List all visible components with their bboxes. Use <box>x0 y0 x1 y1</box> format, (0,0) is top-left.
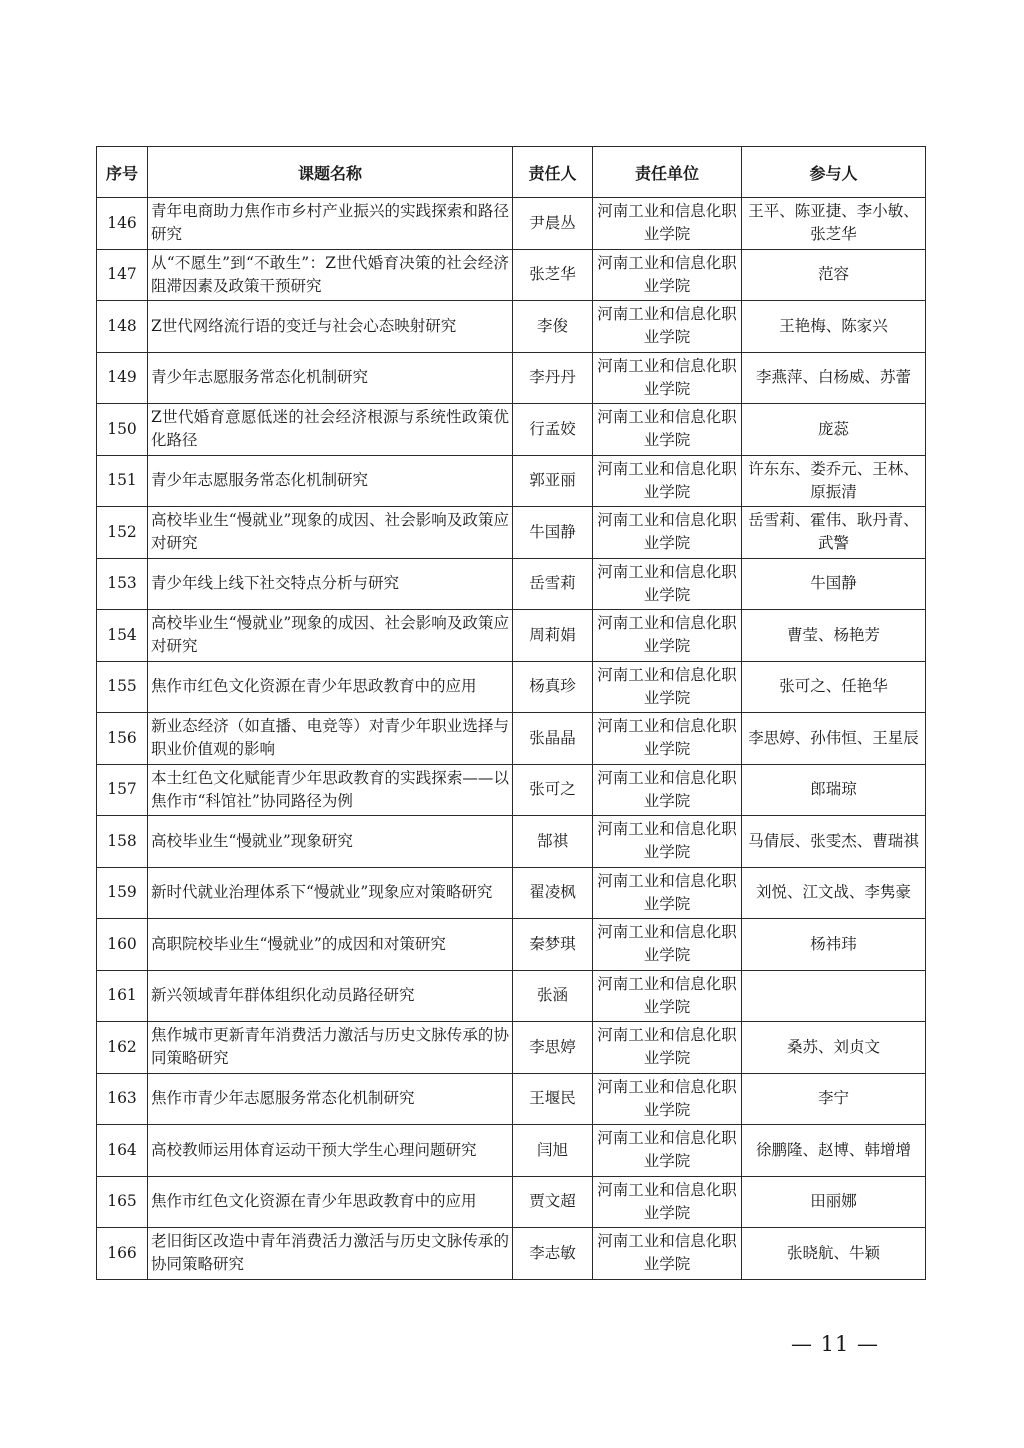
cell-title: 高职院校毕业生“慢就业”的成因和对策研究 <box>148 919 513 971</box>
cell-unit: 河南工业和信息化职业学院 <box>593 610 742 662</box>
cell-unit: 河南工业和信息化职业学院 <box>593 1228 742 1280</box>
cell-lead: 尹晨丛 <box>513 198 593 250</box>
table-row <box>97 661 926 713</box>
cell-title: 老旧街区改造中青年消费活力激活与历史文脉传承的协同策略研究 <box>148 1228 513 1280</box>
cell-unit: 河南工业和信息化职业学院 <box>593 455 742 507</box>
cell-lead: 李丹丹 <box>513 352 593 404</box>
table-body <box>97 198 926 1280</box>
cell-participants: 徐鹏隆、赵博、韩增增 <box>742 1125 926 1177</box>
cell-title: 青年电商助力焦作市乡村产业振兴的实践探索和路径研究 <box>148 198 513 250</box>
cell-lead: 杨真珍 <box>513 661 593 713</box>
cell-participants: 张可之、任艳华 <box>742 661 926 713</box>
cell-unit: 河南工业和信息化职业学院 <box>593 1073 742 1125</box>
cell-participants: 李燕萍、白杨威、苏蕾 <box>742 352 926 404</box>
cell-participants: 桑苏、刘贞文 <box>742 1022 926 1074</box>
cell-title: 青少年线上线下社交特点分析与研究 <box>148 558 513 610</box>
cell-unit: 河南工业和信息化职业学院 <box>593 919 742 971</box>
cell-unit: 河南工业和信息化职业学院 <box>593 404 742 456</box>
project-table <box>96 146 926 1280</box>
cell-participants: 杨祎玮 <box>742 919 926 971</box>
cell-lead: 翟凌枫 <box>513 867 593 919</box>
table-row <box>97 1176 926 1228</box>
cell-participants: 许东东、娄乔元、王林、原振清 <box>742 455 926 507</box>
cell-no: 148 <box>97 301 148 353</box>
cell-no: 150 <box>97 404 148 456</box>
cell-lead: 郭亚丽 <box>513 455 593 507</box>
cell-lead: 张涵 <box>513 970 593 1022</box>
cell-title: 高校毕业生“慢就业”现象研究 <box>148 816 513 868</box>
cell-lead: 张晶晶 <box>513 713 593 765</box>
cell-participants: 范容 <box>742 249 926 301</box>
cell-participants <box>742 970 926 1022</box>
table-row <box>97 455 926 507</box>
cell-unit: 河南工业和信息化职业学院 <box>593 558 742 610</box>
cell-no: 154 <box>97 610 148 662</box>
cell-unit: 河南工业和信息化职业学院 <box>593 507 742 559</box>
cell-lead: 牛国静 <box>513 507 593 559</box>
cell-unit: 河南工业和信息化职业学院 <box>593 198 742 250</box>
cell-unit: 河南工业和信息化职业学院 <box>593 764 742 816</box>
cell-no: 158 <box>97 816 148 868</box>
cell-lead: 贾文超 <box>513 1176 593 1228</box>
cell-lead: 李俊 <box>513 301 593 353</box>
table-row <box>97 352 926 404</box>
table-row <box>97 301 926 353</box>
table-row <box>97 867 926 919</box>
cell-lead: 王堰民 <box>513 1073 593 1125</box>
cell-no: 166 <box>97 1228 148 1280</box>
cell-no: 152 <box>97 507 148 559</box>
cell-unit: 河南工业和信息化职业学院 <box>593 1022 742 1074</box>
cell-participants: 田丽娜 <box>742 1176 926 1228</box>
cell-title: 焦作城市更新青年消费活力激活与历史文脉传承的协同策略研究 <box>148 1022 513 1074</box>
table-row <box>97 249 926 301</box>
cell-participants: 马倩辰、张雯杰、曹瑞祺 <box>742 816 926 868</box>
table-header <box>97 147 926 198</box>
cell-title: Z世代网络流行语的变迁与社会心态映射研究 <box>148 301 513 353</box>
header-lead: 责任人 <box>513 147 593 198</box>
cell-no: 161 <box>97 970 148 1022</box>
cell-no: 147 <box>97 249 148 301</box>
table-row <box>97 198 926 250</box>
cell-participants: 王艳梅、陈家兴 <box>742 301 926 353</box>
table-row <box>97 713 926 765</box>
cell-unit: 河南工业和信息化职业学院 <box>593 970 742 1022</box>
cell-no: 163 <box>97 1073 148 1125</box>
page-number: — 11 — <box>790 1332 880 1356</box>
cell-lead: 张可之 <box>513 764 593 816</box>
cell-unit: 河南工业和信息化职业学院 <box>593 301 742 353</box>
cell-lead: 李思婷 <box>513 1022 593 1074</box>
cell-lead: 秦梦琪 <box>513 919 593 971</box>
header-unit: 责任单位 <box>593 147 742 198</box>
cell-participants: 王平、陈亚捷、李小敏、张芝华 <box>742 198 926 250</box>
cell-participants: 张晓航、牛颖 <box>742 1228 926 1280</box>
table-row <box>97 404 926 456</box>
cell-title: 新业态经济（如直播、电竞等）对青少年职业选择与职业价值观的影响 <box>148 713 513 765</box>
cell-unit: 河南工业和信息化职业学院 <box>593 1125 742 1177</box>
cell-no: 159 <box>97 867 148 919</box>
header-participants: 参与人 <box>742 147 926 198</box>
table-row <box>97 610 926 662</box>
cell-participants: 岳雪莉、霍伟、耿丹青、武警 <box>742 507 926 559</box>
cell-unit: 河南工业和信息化职业学院 <box>593 249 742 301</box>
cell-title: 焦作市红色文化资源在青少年思政教育中的应用 <box>148 661 513 713</box>
cell-lead: 李志敏 <box>513 1228 593 1280</box>
cell-title: 高校毕业生“慢就业”现象的成因、社会影响及政策应对研究 <box>148 610 513 662</box>
cell-no: 155 <box>97 661 148 713</box>
cell-unit: 河南工业和信息化职业学院 <box>593 1176 742 1228</box>
cell-title: 焦作市青少年志愿服务常态化机制研究 <box>148 1073 513 1125</box>
cell-no: 164 <box>97 1125 148 1177</box>
cell-unit: 河南工业和信息化职业学院 <box>593 352 742 404</box>
header-no: 序号 <box>97 147 148 198</box>
cell-title: 高校教师运用体育运动干预大学生心理问题研究 <box>148 1125 513 1177</box>
cell-no: 153 <box>97 558 148 610</box>
cell-participants: 曹莹、杨艳芳 <box>742 610 926 662</box>
cell-participants: 牛国静 <box>742 558 926 610</box>
table-row <box>97 1022 926 1074</box>
cell-title: 新时代就业治理体系下“慢就业”现象应对策略研究 <box>148 867 513 919</box>
cell-title: 青少年志愿服务常态化机制研究 <box>148 352 513 404</box>
cell-title: 青少年志愿服务常态化机制研究 <box>148 455 513 507</box>
cell-unit: 河南工业和信息化职业学院 <box>593 661 742 713</box>
cell-title: 焦作市红色文化资源在青少年思政教育中的应用 <box>148 1176 513 1228</box>
header-row <box>97 147 926 198</box>
table-row <box>97 1073 926 1125</box>
cell-unit: 河南工业和信息化职业学院 <box>593 713 742 765</box>
cell-no: 160 <box>97 919 148 971</box>
cell-lead: 周莉娟 <box>513 610 593 662</box>
table-row <box>97 1125 926 1177</box>
table-row <box>97 764 926 816</box>
cell-participants: 庞蕊 <box>742 404 926 456</box>
cell-no: 165 <box>97 1176 148 1228</box>
cell-unit: 河南工业和信息化职业学院 <box>593 867 742 919</box>
cell-lead: 张芝华 <box>513 249 593 301</box>
cell-unit: 河南工业和信息化职业学院 <box>593 816 742 868</box>
cell-title: Z世代婚育意愿低迷的社会经济根源与系统性政策优化路径 <box>148 404 513 456</box>
cell-participants: 李宁 <box>742 1073 926 1125</box>
cell-title: 高校毕业生“慢就业”现象的成因、社会影响及政策应对研究 <box>148 507 513 559</box>
cell-lead: 闫旭 <box>513 1125 593 1177</box>
cell-participants: 李思婷、孙伟恒、王星辰 <box>742 713 926 765</box>
cell-participants: 郎瑞琼 <box>742 764 926 816</box>
table-row <box>97 970 926 1022</box>
cell-lead: 郜祺 <box>513 816 593 868</box>
cell-no: 162 <box>97 1022 148 1074</box>
table-row <box>97 507 926 559</box>
cell-no: 157 <box>97 764 148 816</box>
table-row <box>97 919 926 971</box>
cell-title: 从“不愿生”到“不敢生”：Z世代婚育决策的社会经济阻滞因素及政策干预研究 <box>148 249 513 301</box>
cell-participants: 刘悦、江文战、李隽豪 <box>742 867 926 919</box>
cell-lead: 行孟姣 <box>513 404 593 456</box>
header-title: 课题名称 <box>148 147 513 198</box>
table-row <box>97 816 926 868</box>
table-row <box>97 1228 926 1280</box>
table-row <box>97 558 926 610</box>
cell-title: 新兴领域青年群体组织化动员路径研究 <box>148 970 513 1022</box>
cell-no: 151 <box>97 455 148 507</box>
cell-no: 146 <box>97 198 148 250</box>
cell-lead: 岳雪莉 <box>513 558 593 610</box>
cell-no: 149 <box>97 352 148 404</box>
cell-title: 本土红色文化赋能青少年思政教育的实践探索——以焦作市“科馆社”协同路径为例 <box>148 764 513 816</box>
cell-no: 156 <box>97 713 148 765</box>
